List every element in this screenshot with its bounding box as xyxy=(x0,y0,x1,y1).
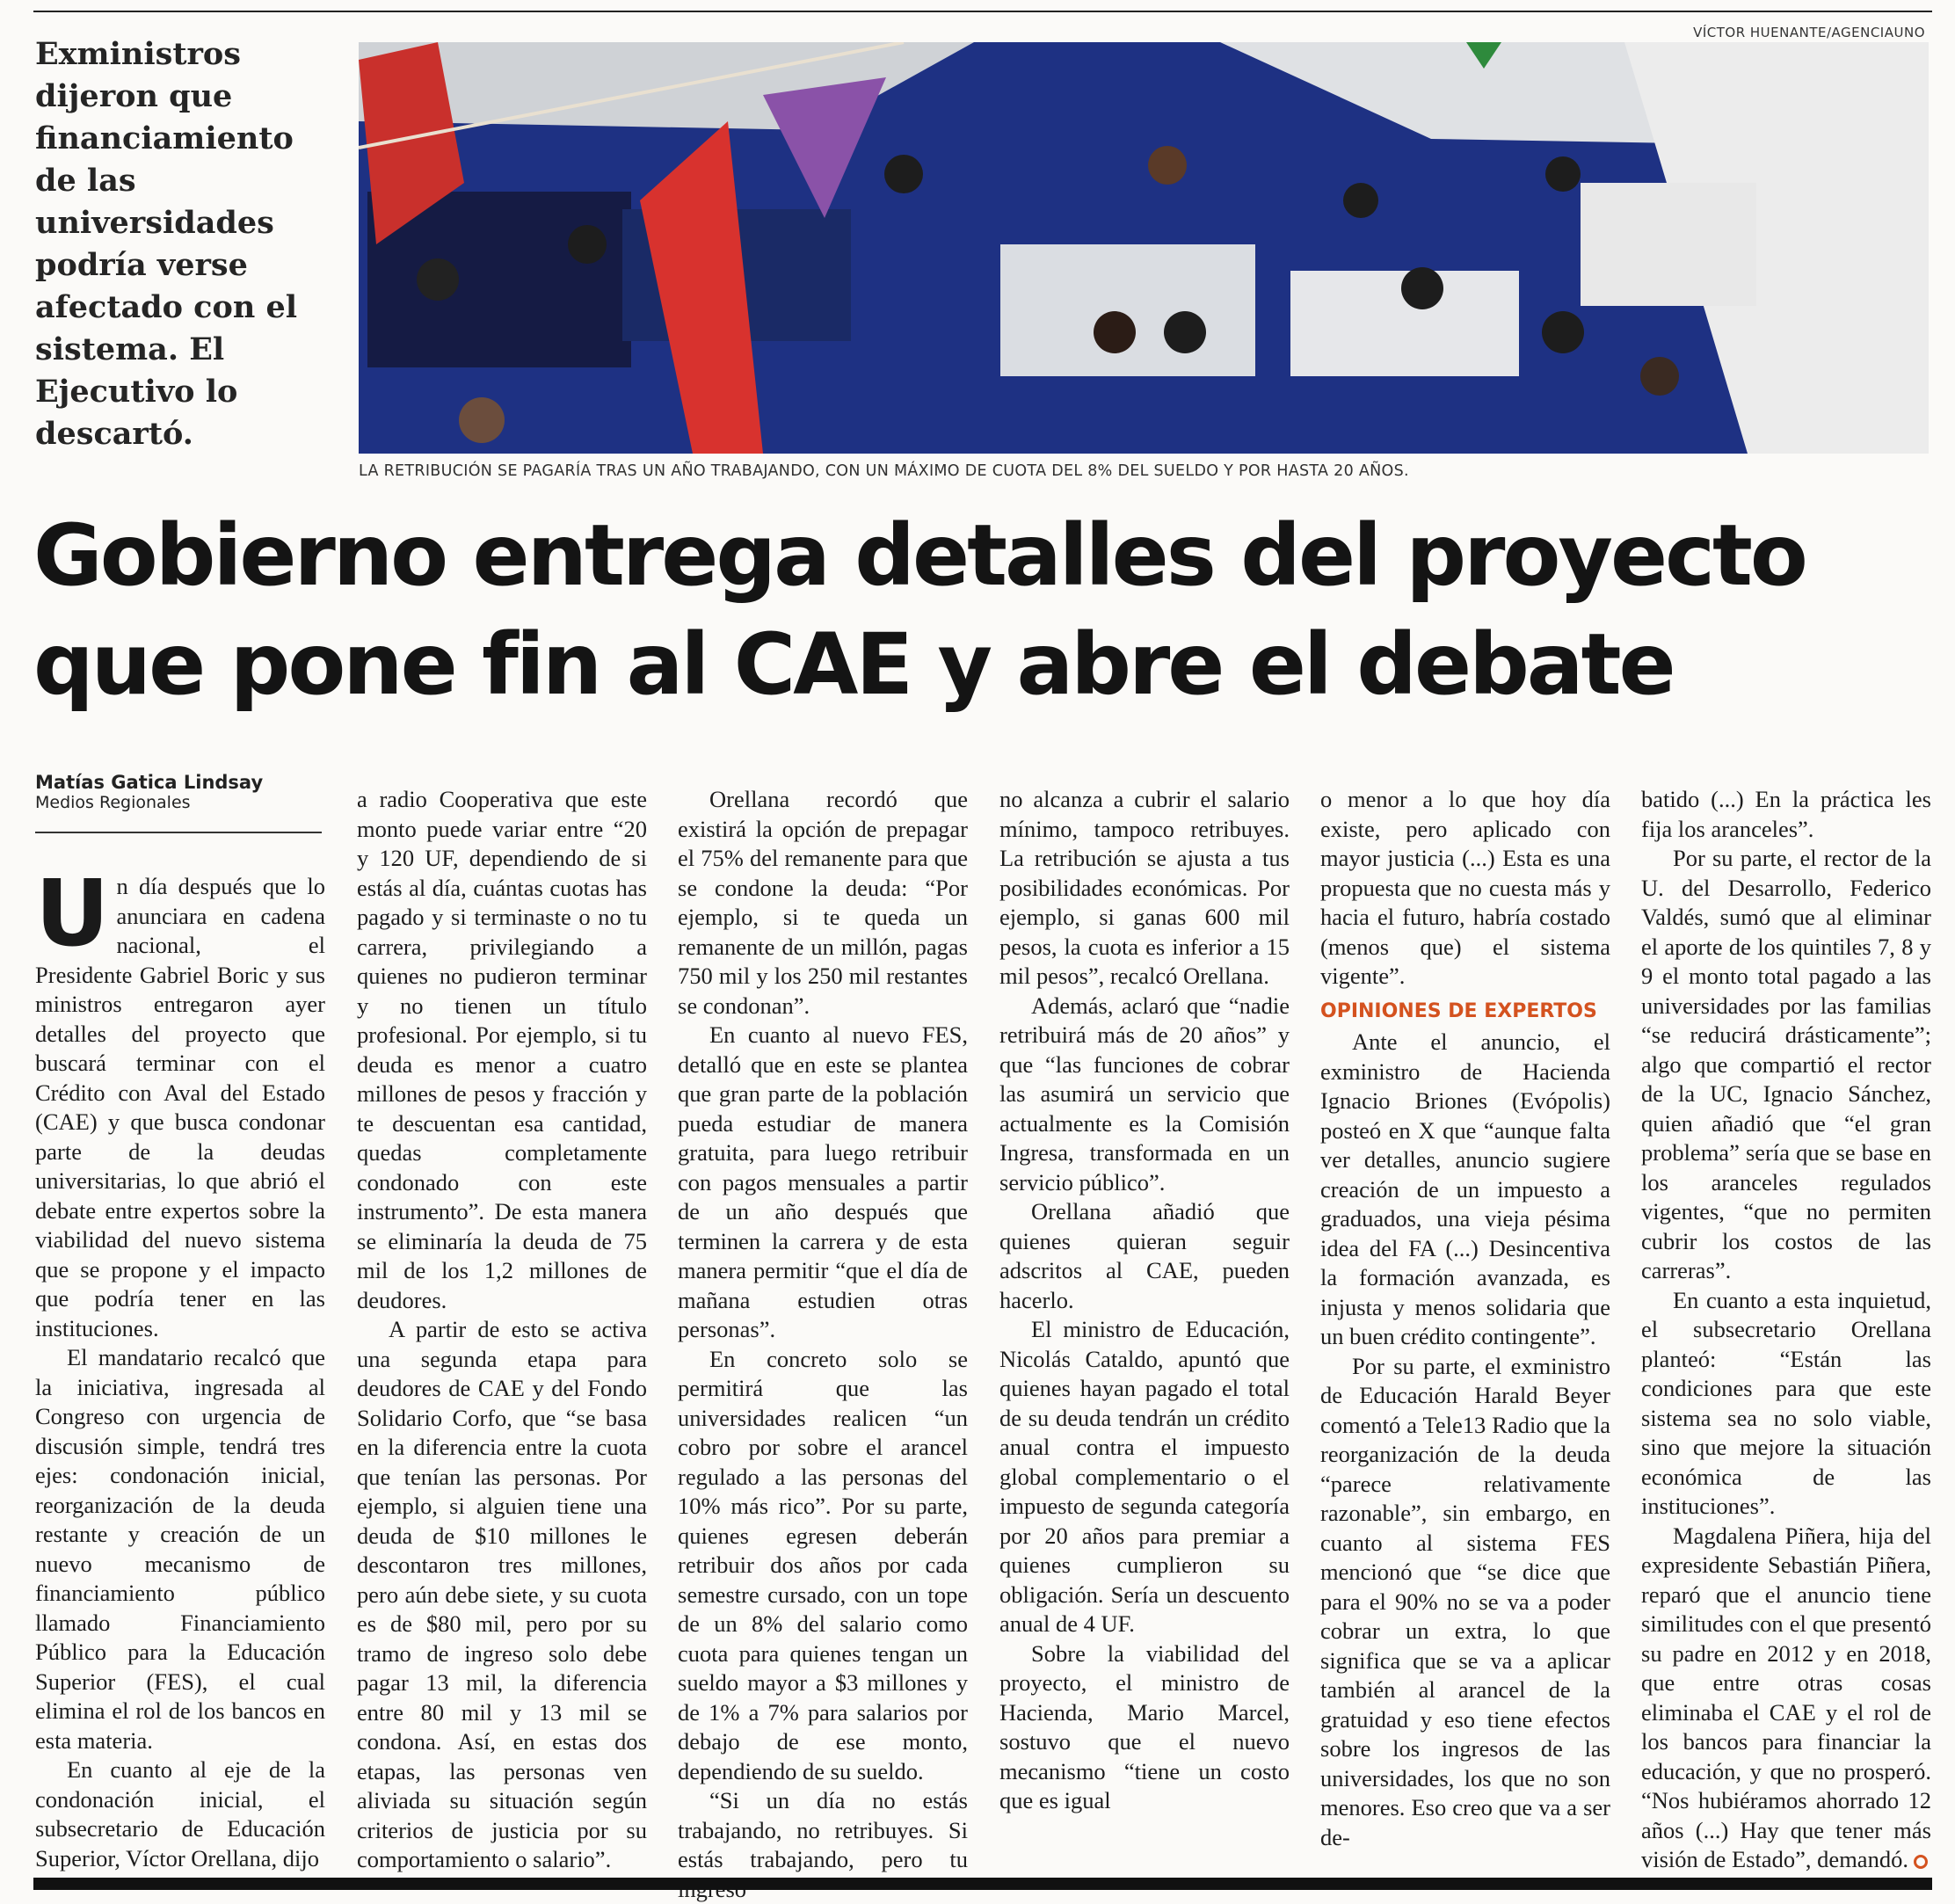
article-column-1 xyxy=(35,860,325,1873)
paragraph: Orellana añadió que quienes quieran seguir adscritos al CAE, pueden hacerlo. xyxy=(999,1198,1290,1313)
article-column-2 xyxy=(357,785,647,1875)
paragraph: Un día después que lo anunciara en cadena nacional, el Presidente Gabriel Boric y sus ministros entregaron ayer detalles del proyecto que buscará terminar con el Crédito con Aval del Estado (CAE) y que busca condonar parte de la deudas universitarias, lo que abrió el debate entre expertos sobre la viabilidad del nuevo sistema que se propone y el impacto que podría tener en las instituciones. xyxy=(35,860,325,1341)
article-column-5 xyxy=(1320,785,1610,1852)
paragraph: a radio Cooperativa que este monto puede variar entre “20 y 120 UF, dependiendo de si estás al día, cuántas cuotas has pagado y si terminaste o no tu carrera, privilegiando a quienes no pudieron terminar y no tienen un título profesional. Por ejemplo, si tu deuda es menor a cuatro millones de pesos y fracción y te descuentan esa cantidad, quedas completamente condonado con este instrumento”. De esta manera se eliminaría la deuda de 75 mil de los 1,2 millones de deudores. xyxy=(357,786,647,1313)
end-of-article-icon xyxy=(1914,1855,1928,1869)
paragraph: “Si un día no estás trabajando, no retribuyes. Si estás trabajando, pero tu xyxy=(678,1787,968,1872)
paragraph: batido (...) En la práctica les fija los aranceles”. xyxy=(1641,786,1931,842)
author-name: Matías Gatica Lindsay xyxy=(35,772,264,793)
paragraph: En cuanto al eje de la condonación inicial, el subsecretario de Educación Superior, Víctor Orellana, dijo xyxy=(35,1756,325,1871)
paragraph: El ministro de Educación, Nicolás Cataldo, apuntó que quienes hayan pagado el total de su deuda tendrán un crédito anual contra el impuesto global complementario o el impuesto de segunda categoría por 20 años para premiar a quienes cumplieron su obligación. Sería un descuento anual de 4 UF. xyxy=(999,1316,1290,1637)
paragraph: En concreto solo se permitirá que las universidades realicen “un cobro por sobre el arancel regulado a las personas del 10% más rico”. Por su parte, quienes egresen deberán retribuir dos años por cada semestre cursado, con un tope de un 8% del salario como cuota para quienes tengan un sueldo mayor a $3 millones y de 1% a 7% para salarios por debajo de ese monto, dependiendo de su sueldo. xyxy=(678,1345,968,1784)
headline: Gobierno entrega detalles del proyecto que pone fin al CAE y abre el debate xyxy=(33,506,1806,714)
paragraph: Orellana recordó que existirá la opción de prepagar el 75% del remanente para que se condone la deuda: “Por ejemplo, si te queda un remanente de un millón, pagas 750 mil y los 250 mil restantes se condonan”. xyxy=(678,786,968,1019)
lede: Exministros dijeron que financiamiento de las universidades podría verse afectado con el sistema. El Ejecutivo lo descartó. xyxy=(35,36,298,452)
top-rule xyxy=(33,11,1932,12)
bottom-rule xyxy=(33,1878,1932,1890)
paragraph: Además, aclaró que “nadie retribuirá más de 20 años” y que “las funciones de cobrar las asumirá un servicio que actualmente es la Comisión Ingresa, transformada en un servicio público”. xyxy=(999,992,1290,1195)
article-column-4 xyxy=(999,785,1290,1816)
photo-caption: LA RETRIBUCIÓN SE PAGARÍA TRAS UN AÑO TRABAJANDO, CON UN MÁXIMO DE CUOTA DEL 8% DEL SUELDO Y POR HASTA 20 AÑOS. xyxy=(359,462,1409,480)
article-column-3 xyxy=(678,785,968,1904)
article-column-6 xyxy=(1641,785,1931,1875)
paragraph: Magdalena Piñera, hija del expresidente Sebastián Piñera, reparó que el anuncio tiene similitudes con el que presentó su padre en 2012 y en 2018, que entre otras cosas eliminaba el CAE y el rol de los bancos para financiar la educación, y que no prosperó. “Nos hubiéramos ahorrado 12 años (...) Hay que tener más visión de Estado”, demandó. xyxy=(1641,1522,1931,1872)
paragraph: Sobre la viabilidad del proyecto, el ministro de Hacienda, Mario Marcel, sostuvo que el nuevo mecanismo “tiene un costo que es igual xyxy=(999,1639,1290,1813)
section-subhead: OPINIONES DE EXPERTOS xyxy=(1320,999,1597,1022)
paragraph: En cuanto al nuevo FES, detalló que en este se plantea que gran parte de la población pueda estudiar de manera gratuita, para luego retribuir con pagos mensuales a partir de un año después que terminen la carrera y de esta manera permitir “que el día de mañana estudien otras personas”. xyxy=(678,1021,968,1342)
paragraph: A partir de esto se activa una segunda etapa para deudores de CAE y del Fondo Solidario Corfo, que “se basa en la diferencia entre la cuota que tenían las personas. Por ejemplo, si alguien tiene una deuda de $10 millones le descontaron tres millones, pero aún debe siete, y su cuota es de $80 mil, pero por su tramo de ingreso solo debe pagar 13 mil, la diferencia entre 80 mil y 13 mil se condona. Así, en estas dos etapas, las personas ven aliviada su situación según criterios de justicia por su comportamiento o salario”. xyxy=(357,1316,647,1872)
paragraph: Por su parte, el exministro de Educación Harald Beyer comentó a Tele13 Radio que la reorganización de la deuda “parece relativamente razonable”, sin embargo, en cuanto al sistema FES mencionó que “se dice que para el 90% no se va a poder cobrar un extra, lo que significa que se va a aplicar también al arancel de la gratuidad y eso tiene efectos sobre los ingresos de las universidades, los que no son menores. Eso creo que va a ser de- xyxy=(1320,1352,1610,1850)
paragraph: El mandatario recalcó que la iniciativa, ingresada al Congreso con urgencia de discusión simple, tendrá tres ejes: condonación inicial, reorganización de la deuda restante y creación de un nuevo mecanismo de financiamiento público llamado Financiamiento Público para la Educación Superior (FES), el cual elimina el rol de los bancos en esta materia. xyxy=(35,1344,325,1754)
paragraph: o menor a lo que hoy día existe, pero aplicado con mayor justicia (...) Esta es una propuesta que no cuesta más y hacia el futuro, habría costado (menos que) el sistema vigente”. xyxy=(1320,786,1610,989)
news-photo xyxy=(359,42,1929,454)
drop-cap: U xyxy=(35,860,110,967)
byline xyxy=(35,772,325,812)
photo-illustration xyxy=(359,42,1929,454)
paragraph: Por su parte, el rector de la U. del Desarrollo, Federico Valdés, sumó que al eliminar el aporte de los quintiles 7, 8 y 9 el monto total pagado a las universidades por las familias “se reducirá drásticamente”; algo que compartió el rector de la UC, Ignacio Sánchez, quien añadió que “el gran problema” sería que se base en los aranceles regulados vigentes, “que no permiten cubrir los costos de las carreras”. xyxy=(1641,845,1931,1283)
paragraph: En cuanto a esta inquietud, el subsecretario Orellana planteó: “Están las condiciones para que este sistema sea no solo viable, sino que mejore la situación económica de las instituciones”. xyxy=(1641,1286,1931,1519)
paragraph: Ante el anuncio, el exministro de Hacienda Ignacio Briones (Evópolis) posteó en X que “aunque falta ver detalles, anuncio sugiere creación de un impuesto a graduados, una vieja pésima idea del FA (...) Desincentiva la formación avanzada, es injusta y menos solidaria que un buen crédito contingente”. xyxy=(1320,1028,1610,1349)
byline-rule xyxy=(35,832,322,833)
paragraph: no alcanza a cubrir el salario mínimo, tampoco retribuyes. La retribución se ajusta a tus posibilidades económicas. Por ejemplo, si ganas 600 mil pesos, la cuota es inferior a 15 mil pesos”, recalcó Orellana. xyxy=(999,786,1290,989)
photo-credit: VÍCTOR HUENANTE/AGENCIAUNO xyxy=(1693,25,1925,40)
author-outlet: Medios Regionales xyxy=(35,793,191,812)
